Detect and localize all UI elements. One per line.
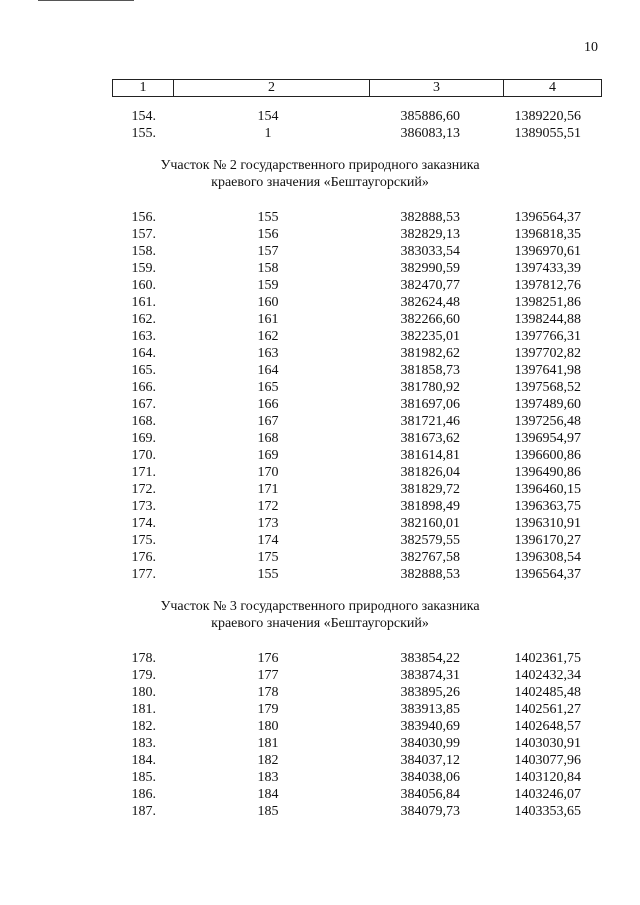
section-title: Участок № 2 государственного природного заказника <box>160 158 480 173</box>
point-number: 179 <box>257 702 279 717</box>
page-number: 10 <box>584 40 598 55</box>
coordinate-y: 1402485,48 <box>514 685 581 700</box>
coordinate-y: 1403120,84 <box>514 770 581 785</box>
table-row <box>0 379 640 396</box>
table-header <box>112 79 602 97</box>
coordinate-x: 382624,48 <box>400 295 460 310</box>
coordinate-x: 381721,46 <box>400 414 460 429</box>
coordinate-x: 382470,77 <box>400 278 460 293</box>
section-spacer <box>0 583 640 598</box>
section-spacer <box>0 142 640 157</box>
table-row <box>0 447 640 464</box>
point-number: 161 <box>257 312 279 327</box>
coordinate-y: 1396460,15 <box>514 482 581 497</box>
coordinate-x: 382888,53 <box>400 567 460 582</box>
row-number: 160. <box>131 278 156 293</box>
coordinate-x: 385886,60 <box>400 109 460 124</box>
coordinate-y: 1396564,37 <box>514 567 581 582</box>
table-row <box>0 515 640 532</box>
coordinate-y: 1403246,07 <box>514 787 581 802</box>
row-number: 162. <box>131 312 156 327</box>
coordinate-x: 384079,73 <box>400 804 460 819</box>
table-row <box>0 430 640 447</box>
row-number: 159. <box>131 261 156 276</box>
coordinate-x: 381898,49 <box>400 499 460 514</box>
coordinate-x: 382829,13 <box>400 227 460 242</box>
row-number: 173. <box>131 499 156 514</box>
table-row <box>0 345 640 362</box>
row-number: 179. <box>131 668 156 683</box>
top-rule <box>38 0 134 1</box>
point-number: 158 <box>257 261 279 276</box>
table-row <box>0 718 640 735</box>
table-row <box>0 328 640 345</box>
row-number: 170. <box>131 448 156 463</box>
point-number: 173 <box>257 516 279 531</box>
row-number: 155. <box>131 126 156 141</box>
table-row <box>0 735 640 752</box>
coordinate-x: 381826,04 <box>400 465 460 480</box>
section-title: краевого значения «Бештаугорский» <box>211 175 429 190</box>
coordinate-y: 1397766,31 <box>514 329 581 344</box>
point-number: 155 <box>257 210 279 225</box>
table-row <box>0 108 640 125</box>
coordinate-x: 383854,22 <box>400 651 460 666</box>
coordinate-x: 381982,62 <box>400 346 460 361</box>
table-row <box>0 803 640 820</box>
table-row <box>0 752 640 769</box>
coordinate-y: 1397641,98 <box>514 363 581 378</box>
coordinate-y: 1396490,86 <box>514 465 581 480</box>
table-row <box>0 294 640 311</box>
coordinate-x: 383874,31 <box>400 668 460 683</box>
row-number: 157. <box>131 227 156 242</box>
row-number: 178. <box>131 651 156 666</box>
point-number: 172 <box>257 499 279 514</box>
row-number: 154. <box>131 109 156 124</box>
header-cell-3: 3 <box>369 80 503 96</box>
point-number: 155 <box>257 567 279 582</box>
point-number: 156 <box>257 227 279 242</box>
point-number: 168 <box>257 431 279 446</box>
coordinate-y: 1403353,65 <box>514 804 581 819</box>
coordinate-x: 382579,55 <box>400 533 460 548</box>
row-number: 183. <box>131 736 156 751</box>
coordinate-y: 1389220,56 <box>514 109 581 124</box>
coordinate-y: 1396818,35 <box>514 227 581 242</box>
coordinate-y: 1402432,34 <box>514 668 581 683</box>
point-number: 176 <box>257 651 279 666</box>
row-number: 168. <box>131 414 156 429</box>
point-number: 169 <box>257 448 279 463</box>
point-number: 170 <box>257 465 279 480</box>
table-row <box>0 396 640 413</box>
coordinate-x: 382767,58 <box>400 550 460 565</box>
row-number: 163. <box>131 329 156 344</box>
coordinate-x: 382235,01 <box>400 329 460 344</box>
point-number: 182 <box>257 753 279 768</box>
coordinate-y: 1396564,37 <box>514 210 581 225</box>
row-number: 186. <box>131 787 156 802</box>
table-row <box>0 226 640 243</box>
point-number: 154 <box>257 109 279 124</box>
coordinates-table-body <box>0 108 640 820</box>
point-number: 181 <box>257 736 279 751</box>
table-row <box>0 209 640 226</box>
row-number: 172. <box>131 482 156 497</box>
table-row <box>0 566 640 583</box>
table-row <box>0 481 640 498</box>
coordinate-y: 1396600,86 <box>514 448 581 463</box>
coordinate-x: 381780,92 <box>400 380 460 395</box>
row-number: 181. <box>131 702 156 717</box>
row-number: 184. <box>131 753 156 768</box>
point-number: 157 <box>257 244 279 259</box>
coordinate-x: 384037,12 <box>400 753 460 768</box>
coordinate-y: 1402648,57 <box>514 719 581 734</box>
point-number: 165 <box>257 380 279 395</box>
coordinate-x: 382160,01 <box>400 516 460 531</box>
row-number: 171. <box>131 465 156 480</box>
coordinate-x: 386083,13 <box>400 126 460 141</box>
coordinate-x: 384030,99 <box>400 736 460 751</box>
coordinate-x: 382888,53 <box>400 210 460 225</box>
header-cell-1: 1 <box>139 80 147 95</box>
coordinate-y: 1396970,61 <box>514 244 581 259</box>
coordinate-x: 383940,69 <box>400 719 460 734</box>
point-number: 162 <box>257 329 279 344</box>
point-number: 159 <box>257 278 279 293</box>
coordinate-y: 1396170,27 <box>514 533 581 548</box>
point-number: 160 <box>257 295 279 310</box>
section-title: краевого значения «Бештаугорский» <box>211 616 429 631</box>
point-number: 183 <box>257 770 279 785</box>
coordinate-x: 381858,73 <box>400 363 460 378</box>
row-number: 164. <box>131 346 156 361</box>
point-number: 166 <box>257 397 279 412</box>
coordinate-y: 1397812,76 <box>514 278 581 293</box>
point-number: 177 <box>257 668 279 683</box>
point-number: 185 <box>257 804 279 819</box>
coordinate-y: 1402361,75 <box>514 651 581 666</box>
row-number: 187. <box>131 804 156 819</box>
table-row <box>0 701 640 718</box>
coordinate-x: 383033,54 <box>400 244 460 259</box>
coordinate-y: 1398244,88 <box>514 312 581 327</box>
point-number: 175 <box>257 550 279 565</box>
coordinate-x: 383895,26 <box>400 685 460 700</box>
coordinate-y: 1397489,60 <box>514 397 581 412</box>
row-number: 177. <box>131 567 156 582</box>
table-row <box>0 532 640 549</box>
table-row <box>0 125 640 142</box>
row-number: 175. <box>131 533 156 548</box>
row-number: 185. <box>131 770 156 785</box>
coordinate-y: 1397256,48 <box>514 414 581 429</box>
table-row <box>0 362 640 379</box>
table-row <box>0 667 640 684</box>
row-number: 156. <box>131 210 156 225</box>
coordinate-y: 1397433,39 <box>514 261 581 276</box>
coordinate-x: 381614,81 <box>400 448 460 463</box>
point-number: 180 <box>257 719 279 734</box>
row-number: 158. <box>131 244 156 259</box>
point-number: 167 <box>257 414 279 429</box>
row-number: 182. <box>131 719 156 734</box>
coordinate-x: 384056,84 <box>400 787 460 802</box>
coordinate-x: 381673,62 <box>400 431 460 446</box>
row-number: 174. <box>131 516 156 531</box>
table-row <box>0 549 640 566</box>
table-row <box>0 413 640 430</box>
coordinate-x: 383913,85 <box>400 702 460 717</box>
row-number: 180. <box>131 685 156 700</box>
row-number: 166. <box>131 380 156 395</box>
coordinate-y: 1397568,52 <box>514 380 581 395</box>
point-number: 164 <box>257 363 279 378</box>
table-row <box>0 311 640 328</box>
row-number: 161. <box>131 295 156 310</box>
coordinate-x: 384038,06 <box>400 770 460 785</box>
table-row <box>0 277 640 294</box>
row-number: 169. <box>131 431 156 446</box>
section-title: Участок № 3 государственного природного заказника <box>160 599 480 614</box>
coordinate-y: 1396954,97 <box>514 431 581 446</box>
table-row <box>0 243 640 260</box>
table-row <box>0 786 640 803</box>
point-number: 174 <box>257 533 279 548</box>
point-number: 1 <box>264 126 272 141</box>
table-row <box>0 498 640 515</box>
table-row <box>0 650 640 667</box>
table-row <box>0 260 640 277</box>
table-row <box>0 464 640 481</box>
coordinate-y: 1397702,82 <box>514 346 581 361</box>
coordinate-y: 1402561,27 <box>514 702 581 717</box>
coordinate-y: 1389055,51 <box>514 126 581 141</box>
coordinate-y: 1403077,96 <box>514 753 581 768</box>
section-spacer <box>0 632 640 650</box>
coordinate-y: 1396308,54 <box>514 550 581 565</box>
point-number: 178 <box>257 685 279 700</box>
coordinate-x: 381697,06 <box>400 397 460 412</box>
point-number: 171 <box>257 482 279 497</box>
point-number: 163 <box>257 346 279 361</box>
coordinate-y: 1396310,91 <box>514 516 581 531</box>
header-cell-4: 4 <box>503 80 601 96</box>
coordinate-y: 1403030,91 <box>514 736 581 751</box>
coordinate-y: 1396363,75 <box>514 499 581 514</box>
table-row <box>0 684 640 701</box>
row-number: 167. <box>131 397 156 412</box>
coordinate-x: 382990,59 <box>400 261 460 276</box>
header-cell-2: 2 <box>173 80 369 96</box>
point-number: 184 <box>257 787 279 802</box>
table-row <box>0 769 640 786</box>
coordinate-x: 381829,72 <box>400 482 460 497</box>
coordinate-x: 382266,60 <box>400 312 460 327</box>
row-number: 165. <box>131 363 156 378</box>
row-number: 176. <box>131 550 156 565</box>
coordinate-y: 1398251,86 <box>514 295 581 310</box>
section-spacer <box>0 191 640 209</box>
